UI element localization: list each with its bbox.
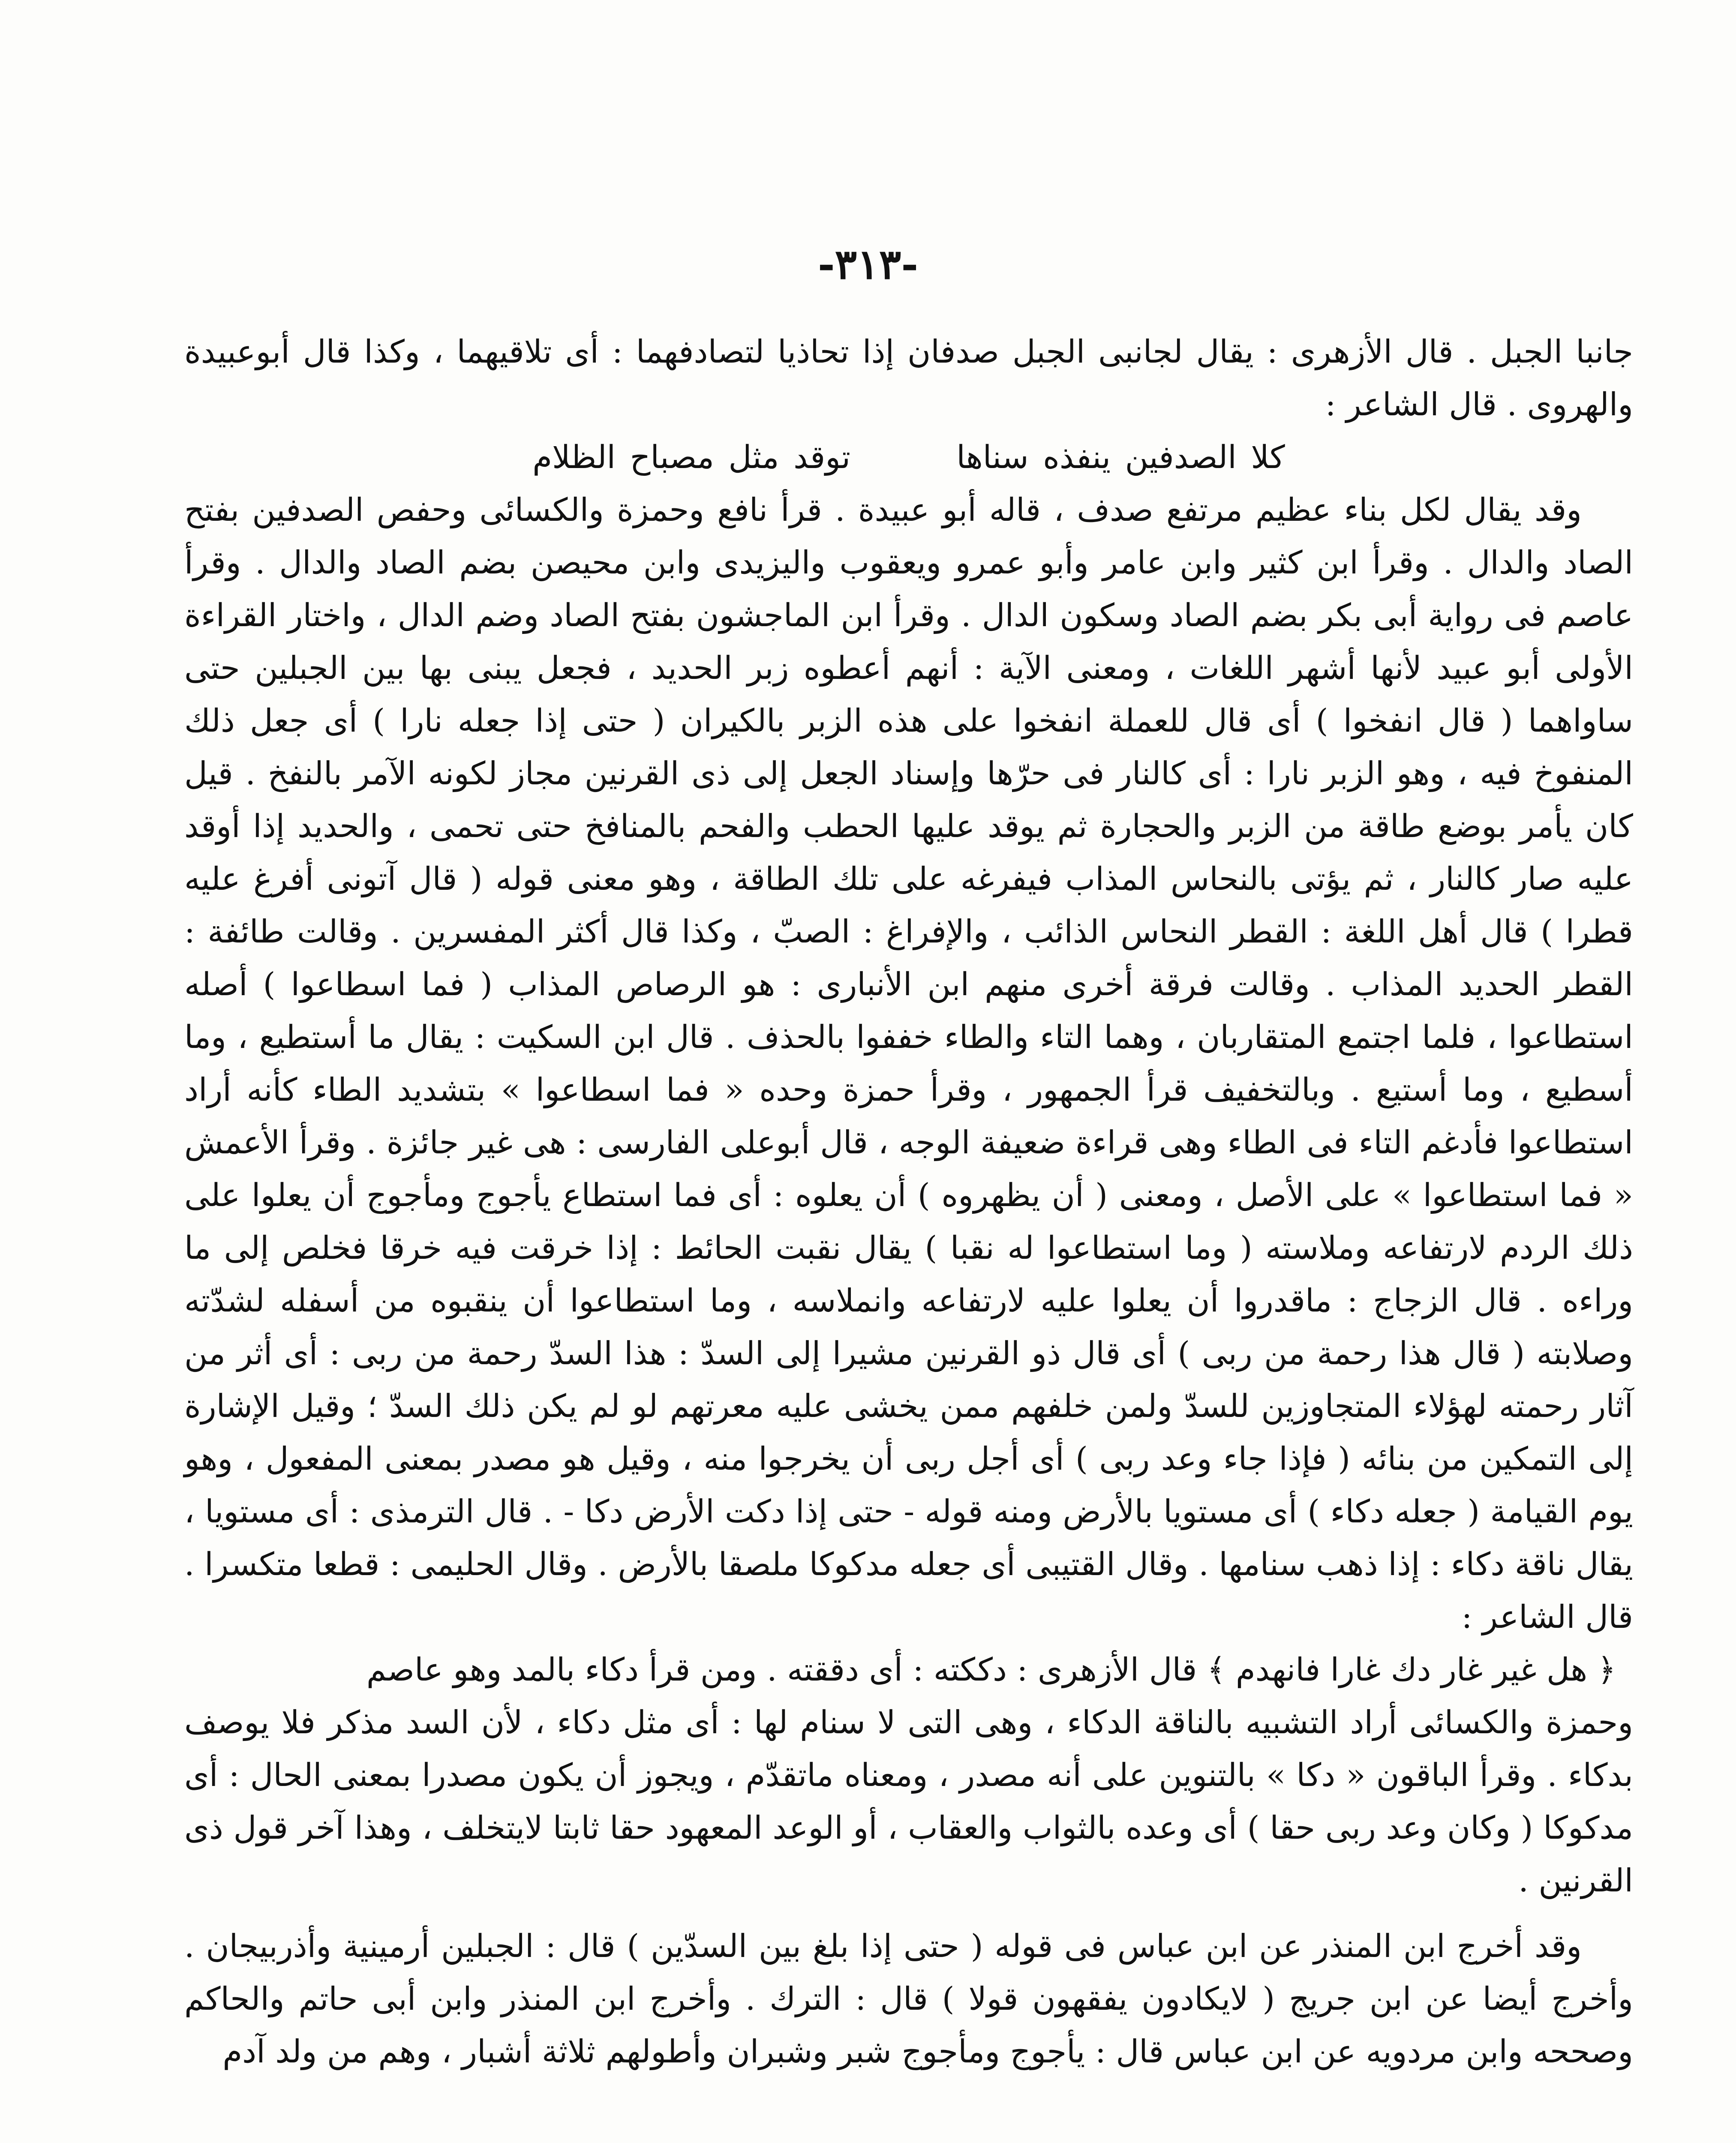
paragraph-1: جانبا الجبل . قال الأزهرى : يقال لجانبى الجبل صدفان إذا تحاذيا لتصادفهما : أى تلاقيهما ، وكذا قال أبوعبيدة والهروى . قال الشاعر : bbox=[184, 333, 1633, 423]
section-break bbox=[184, 1907, 1633, 1920]
paragraph-3: وحمزة والكسائى أراد التشبيه بالناقة الدكاء ، وهى التى لا سنام لها : أى مثل دكاء ، لأن السد مذكر فلا يوصف بدكاء . وقرأ الباقون « دكا » بالتنوين على أنه مصدر ، ومعناه ماتقدّم ، ويجوز أن يكون مصدرا بمعنى الحال : أى مدكوكا ( وكان وعد ربى حقا ) أى وعده بالثواب والعقاب ، أو الوعد المعهود حقا ثابتا لايتخلف ، وهذا آخر قول ذى القرنين . bbox=[184, 1704, 1633, 1899]
body-text bbox=[184, 326, 1633, 2078]
paragraph-2: وقد يقال لكل بناء عظيم مرتفع صدف ، قاله أبو عبيدة . قرأ نافع وحمزة والكسائى وحفص الصدفين بفتح الصاد والدال . وقرأ ابن كثير وابن عامر وأبو عمرو ويعقوب واليزيدى وابن محيصن بضم الصاد والدال . وقرأ عاصم فى رواية أبى بكر بضم الصاد وسكون الدال . وقرأ ابن الماجشون بفتح الصاد وضم الدال ، واختار القراءة الأولى أبو عبيد لأنها أشهر اللغات ، ومعنى الآية : أنهم أعطوه زبر الحديد ، فجعل يبنى بها بين الجبلين حتى ساواهما ( قال انفخوا ) أى قال للعملة انفخوا على هذه الزبر بالكيران ( حتى إذا جعله نارا ) أى جعل ذلك المنفوخ فيه ، وهو الزبر نارا : أى كالنار فى حرّها وإسناد الجعل إلى ذى القرنين مجاز لكونه الآمر بالنفخ . قيل كان يأمر بوضع طاقة من الزبر والحجارة ثم يوقد عليها الحطب والفحم بالمنافخ حتى تحمى ، والحديد إذا أوقد عليه صار كالنار ، ثم يؤتى بالنحاس المذاب فيفرغه على تلك الطاقة ، وهو معنى قوله ( قال آتونى أفرغ عليه قطرا ) قال أهل اللغة : القطر النحاس الذائب ، والإفراغ : الصبّ ، وكذا قال أكثر المفسرين . وقالت طائفة : القطر الحديد المذاب . وقالت فرقة أخرى منهم ابن الأنبارى : هو الرصاص المذاب ( فما اسطاعوا ) أصله استطاعوا ، فلما اجتمع المتقاربان ، وهما التاء والطاء خففوا بالحذف . قال ابن السكيت : يقال ما أستطيع ، وما أسطيع ، وما أستيع . وبالتخفيف قرأ الجمهور ، وقرأ حمزة وحده « فما اسطاعوا » بتشديد الطاء كأنه أراد استطاعوا فأدغم التاء فى الطاء وهى قراءة ضعيفة الوجه ، قال أبوعلى الفارسى : هى غير جائزة . وقرأ الأعمش « فما استطاعوا » على الأصل ، ومعنى ( أن يظهروه ) أن يعلوه : أى فما استطاع يأجوج ومأجوج أن يعلوا على ذلك الردم لارتفاعه وملاسته ( وما استطاعوا له نقبا ) يقال نقبت الحائط : إذا خرقت فيه خرقا فخلص إلى ما وراءه . قال الزجاج : ماقدروا أن يعلوا عليه لارتفاعه وانملاسه ، وما استطاعوا أن ينقبوه من أسفله لشدّته وصلابته ( قال هذا رحمة من ربى ) أى قال ذو القرنين مشيرا إلى السدّ : هذا السدّ رحمة من ربى : أى أثر من آثار رحمته لهؤلاء المتجاوزين للسدّ ولمن خلفهم ممن يخشى عليه معرتهم لو لم يكن ذلك السدّ ؛ وقيل الإشارة إلى التمكين من بنائه ( فإذا جاء وعد ربى ) أى أجل ربى أن يخرجوا منه ، وقيل هو مصدر بمعنى المفعول ، وهو يوم القيامة ( جعله دكاء ) أى مستويا بالأرض ومنه قوله - حتى إذا دكت الأرض دكا - . قال الترمذى : أى مستويا ، يقال ناقة دكاء : إذا ذهب سنامها . وقال القتيبى أى جعله مدكوكا ملصقا بالأرض . وقال الحليمى : قطعا متكسرا . قال الشاعر : bbox=[184, 492, 1634, 1636]
paragraph-4: وقد أخرج ابن المنذر عن ابن عباس فى قوله ( حتى إذا بلغ بين السدّين ) قال : الجبلين أرمينية وأذربيجان . وأخرج أيضا عن ابن جريج ( لايكادون يفقهون قولا ) قال : الترك . وأخرج ابن المنذر وابن أبى حاتم والحاكم وصححه وابن مردويه عن ابن عباس قال : يأجوج ومأجوج شبر وشبران وأطولهم ثلاثة أشبار ، وهم من ولد آدم bbox=[184, 1928, 1633, 2070]
verse-line bbox=[184, 431, 1633, 484]
poem-line: ﴿ هل غير غار دك غارا فانهدم ﴾ قال الأزهرى : دككته : أى دققته . ومن قرأ دكاء بالمد وهو عاصم bbox=[366, 1651, 1616, 1688]
verse-first-hemistich: كلا الصدفين ينفذه سناها bbox=[956, 439, 1285, 476]
page-number: -٣١٣- bbox=[817, 240, 919, 288]
verse-second-hemistich: توقد مثل مصباح الظلام bbox=[532, 439, 851, 476]
